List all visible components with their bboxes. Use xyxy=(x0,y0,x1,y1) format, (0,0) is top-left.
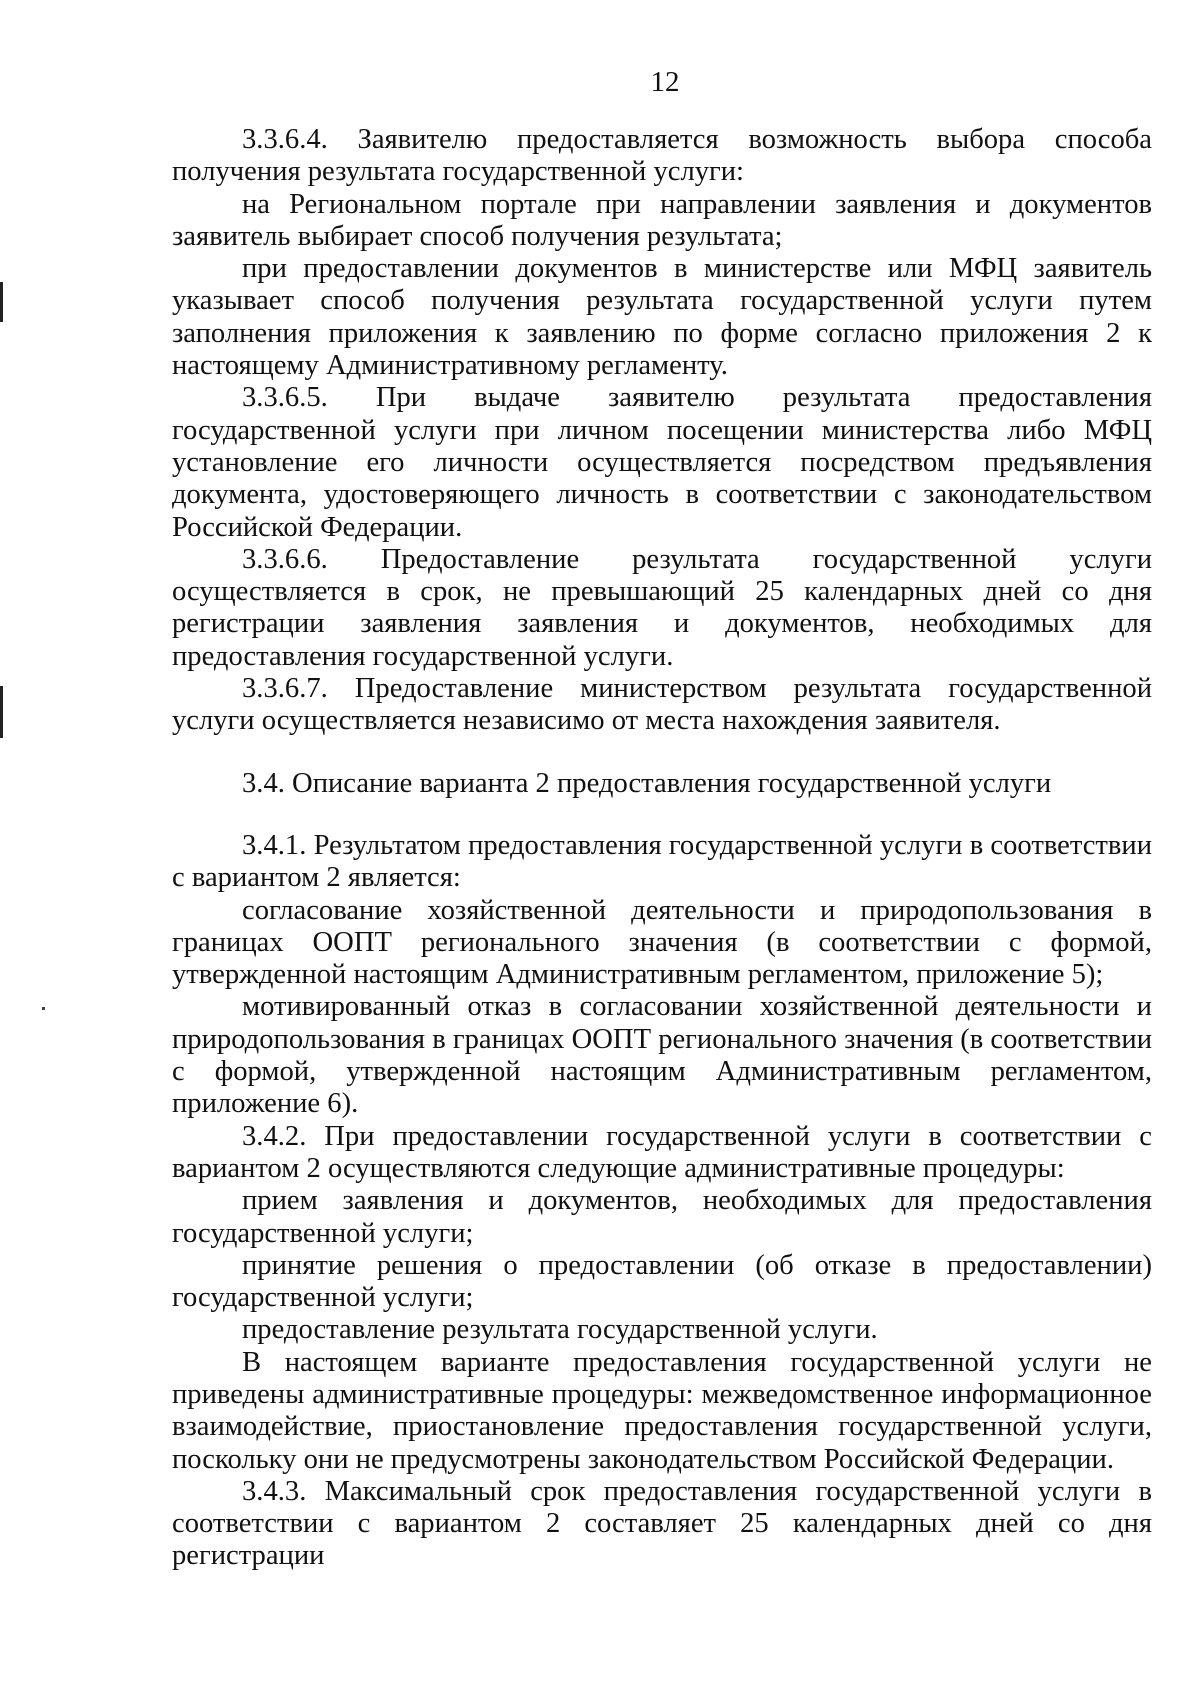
paragraph-approval: согласование хозяйственной деятельности и природопользования в границах ООПТ регионального значения (в соответствии с формой, утвержденной настоящим Административным регламентом, приложение 5); xyxy=(172,894,1152,991)
paragraph-3-3-6-7: 3.3.6.7. Предоставление министерством результата государственной услуги осуществляется независимо от места нахождения заявителя. xyxy=(172,673,1152,737)
page-number: 12 xyxy=(650,66,680,98)
paragraph-3-4-2: 3.4.2. При предоставлении государственной услуги в соответствии с вариантом 2 осуществляются следующие административные процедуры: xyxy=(172,1120,1152,1184)
paragraph-3-3-6-6: 3.3.6.6. Предоставление результата государственной услуги осуществляется в срок, не превышающий 25 календарных дней со дня регистрации заявления заявления и документов, необходимых для предоставления государственной услуги. xyxy=(172,543,1152,672)
paragraph-3-3-6-4: 3.3.6.4. Заявителю предоставляется возможность выбора способа получения результата государственной услуги: xyxy=(172,124,1152,188)
paragraph-procedure-intake: прием заявления и документов, необходимых для предоставления государственной услуги; xyxy=(172,1185,1152,1249)
document-body xyxy=(172,124,1152,1573)
scan-margin-mark xyxy=(0,686,3,738)
paragraph-not-provided: В настоящем варианте предоставления государственной услуги не приведены административные процедуры: межведомственное информационное взаимодействие, приостановление предоставления государственной услуги, поскольку они не предусмотрены законодательством Российской Федерации. xyxy=(172,1346,1152,1475)
paragraph-ministry-mfc: при предоставлении документов в министерстве или МФЦ заявитель указывает способ получения результата государственной услуги путем заполнения приложения к заявлению по форме согласно приложения 2 к настоящему Административному регламенту. xyxy=(172,253,1152,382)
paragraph-refusal: мотивированный отказ в согласовании хозяйственной деятельности и природопользования в границах ООПТ регионального значения (в соответствии с формой, утвержденной настоящим Административным регламентом, приложение 6). xyxy=(172,991,1152,1120)
paragraph-3-4-1: 3.4.1. Результатом предоставления государственной услуги в соответствии с вариантом 2 является: xyxy=(172,829,1152,894)
paragraph-3-4-3: 3.4.3. Максимальный срок предоставления государственной услуги в соответствии с вариантом 2 составляет 25 календарных дней со дня регистрации xyxy=(172,1475,1152,1572)
scan-margin-mark xyxy=(0,282,3,322)
section-heading: 3.4. Описание варианта 2 предоставления государственной услуги xyxy=(242,767,1052,799)
paragraph-regional-portal: на Региональном портале при направлении заявления и документов заявитель выбирает способ получения результата; xyxy=(172,188,1152,252)
paragraph-procedure-decision: принятие решения о предоставлении (об отказе в предоставлении) государственной услуги; xyxy=(172,1249,1152,1314)
paragraph-3-3-6-5: 3.3.6.5. При выдаче заявителю результата предоставления государственной услуги при личном посещении министерства либо МФЦ установление его личности осуществляется посредством предъявления документа, удостоверяющего личность в соответствии с законодательством Российской Федерации. xyxy=(172,382,1152,543)
scan-speck xyxy=(42,1007,45,1010)
paragraph-procedure-result: предоставление результата государственной услуги. xyxy=(242,1314,878,1346)
